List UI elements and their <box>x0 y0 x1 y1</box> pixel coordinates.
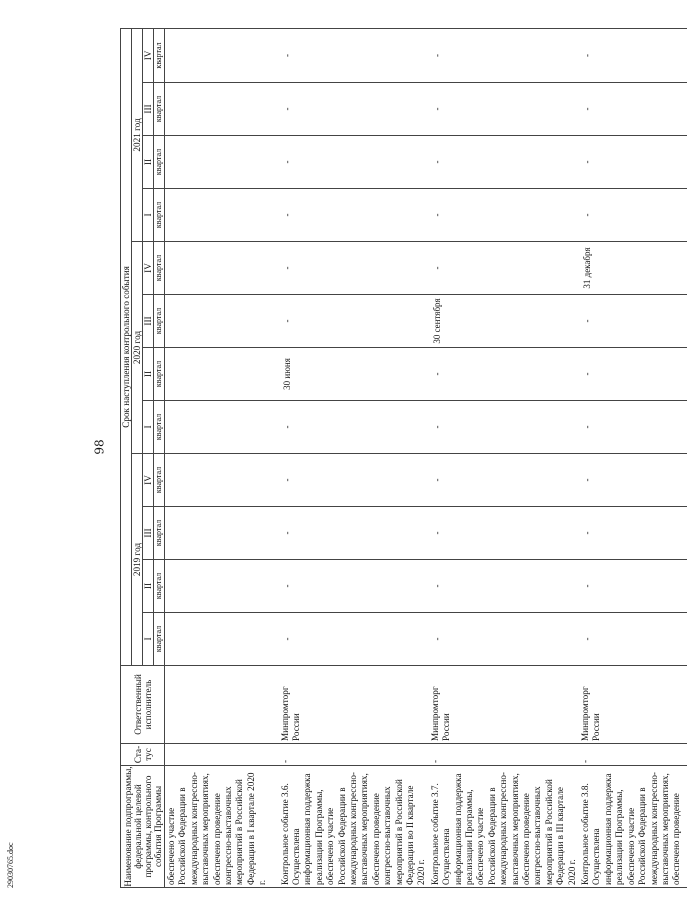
control-events-table <box>120 28 687 888</box>
table-row <box>165 28 279 887</box>
row-deadline-cell: - <box>279 560 429 613</box>
table-row <box>279 28 429 887</box>
row-deadline-cell <box>165 507 279 560</box>
row-deadline-cell: - <box>279 28 429 82</box>
header-quarter-number: IV <box>143 242 154 295</box>
row-deadline-cell: - <box>429 242 579 295</box>
header-quarter-word: квартал <box>154 560 165 613</box>
header-quarter-word: квартал <box>154 613 165 666</box>
row-deadline-cell: - <box>579 136 687 189</box>
header-deadline: Срок наступления контрольного события <box>121 28 132 665</box>
row-deadline-cell <box>165 348 279 401</box>
row-deadline-cell: - <box>429 560 579 613</box>
header-quarter-word: квартал <box>154 454 165 507</box>
row-deadline-cell: - <box>429 83 579 136</box>
page-number: 98 <box>92 439 107 455</box>
row-executor: Минпромторг России <box>279 666 429 744</box>
header-quarter-word: квартал <box>154 189 165 242</box>
row-deadline-cell: - <box>429 613 579 666</box>
row-name: Контрольное событие 3.7. Осуществлена информационная поддержка реализации Программы, обеспечено участие Российской Федерации в международных конгрессно-выставочных мероприятиях, обеспечено проведение конгрессно-выставочных мероприятий в Российской Федерации в III квартале 2020 г. <box>429 766 579 888</box>
header-quarter-word: квартал <box>154 242 165 295</box>
header-year-2021: 2021 год <box>132 28 143 241</box>
row-deadline-cell <box>165 242 279 295</box>
header-quarter-number: I <box>143 401 154 454</box>
row-deadline-cell: - <box>429 189 579 242</box>
row-status: - <box>429 744 579 766</box>
header-quarter-number: I <box>143 613 154 666</box>
header-quarter-number: II <box>143 136 154 189</box>
row-deadline-cell <box>165 189 279 242</box>
header-executor: Ответственный исполнитель <box>121 666 165 744</box>
row-deadline-cell: - <box>279 454 429 507</box>
row-deadline-cell <box>165 613 279 666</box>
row-name: обеспечено участие Российской Федерации в международных конгрессно-выставочных мероприятиях, обеспечено проведение конгрессно-выставочных мероприятий в Российской Федерации в I квартале 2020 г. <box>165 766 279 888</box>
row-deadline-cell: - <box>279 83 429 136</box>
row-deadline-cell: - <box>429 507 579 560</box>
row-deadline-cell: - <box>579 348 687 401</box>
row-deadline-cell: - <box>279 507 429 560</box>
row-status <box>165 744 279 766</box>
row-deadline-cell: - <box>579 28 687 82</box>
row-deadline-cell: - <box>579 189 687 242</box>
header-year-2019: 2019 год <box>132 454 143 666</box>
table-row <box>429 28 579 887</box>
row-deadline-cell: 30 сентября <box>429 295 579 348</box>
header-status: Ста-тус <box>121 744 165 766</box>
header-year-2020: 2020 год <box>132 242 143 454</box>
header-quarter-number: II <box>143 560 154 613</box>
footer-filename: 29030765.doc <box>6 842 15 888</box>
row-deadline-cell: - <box>279 189 429 242</box>
row-deadline-cell: - <box>279 613 429 666</box>
row-name: Контрольное событие 3.8. Осуществлена информационная поддержка реализации Программы, обеспечено участие Российской Федерации в международных конгрессно-выставочных мероприятиях, обеспечено проведение <box>579 766 687 888</box>
row-deadline-cell: - <box>579 560 687 613</box>
header-quarter-number: II <box>143 348 154 401</box>
table-body <box>165 28 687 887</box>
header-quarter-number: III <box>143 507 154 560</box>
row-deadline-cell: - <box>279 295 429 348</box>
row-deadline-cell: - <box>579 613 687 666</box>
row-deadline-cell: - <box>579 507 687 560</box>
row-deadline-cell: - <box>579 454 687 507</box>
row-deadline-cell <box>165 83 279 136</box>
header-quarter-number: III <box>143 295 154 348</box>
rotated-table-region <box>120 30 682 888</box>
header-quarter-number: I <box>143 189 154 242</box>
row-name: Контрольное событие 3.6. Осуществлена информационная поддержка реализации Программы, обеспечено участие Российской Федерации в международных конгрессно-выставочных мероприятиях, обеспечено проведение конгрессно-выставочных мероприятий в Российской Федерации во II квартале 2020 г. <box>279 766 429 888</box>
header-quarter-word: квартал <box>154 83 165 136</box>
row-status: - <box>579 744 687 766</box>
header-quarter-word: квартал <box>154 136 165 189</box>
row-deadline-cell: - <box>429 28 579 82</box>
header-quarter-word: квартал <box>154 295 165 348</box>
row-executor <box>165 666 279 744</box>
row-deadline-cell: - <box>279 136 429 189</box>
row-deadline-cell: - <box>429 136 579 189</box>
header-quarter-number: III <box>143 83 154 136</box>
header-name: Наименование подпрограммы, федеральной целевой программы, контрольного события Программы <box>122 766 163 887</box>
row-deadline-cell <box>165 28 279 82</box>
row-status: - <box>279 744 429 766</box>
row-deadline-cell: 30 июня <box>279 348 429 401</box>
row-deadline-cell <box>165 454 279 507</box>
row-deadline-cell: 31 декабря <box>579 242 687 295</box>
row-deadline-cell <box>165 401 279 454</box>
row-deadline-cell <box>165 295 279 348</box>
row-executor: Минпромторг России <box>579 666 687 744</box>
row-deadline-cell <box>165 560 279 613</box>
header-quarter-number: IV <box>143 454 154 507</box>
row-deadline-cell <box>165 136 279 189</box>
header-quarter-word: квартал <box>154 348 165 401</box>
table-row <box>579 28 687 887</box>
row-deadline-cell: - <box>429 454 579 507</box>
row-deadline-cell: - <box>429 401 579 454</box>
header-quarter-word: квартал <box>154 507 165 560</box>
row-deadline-cell: - <box>579 83 687 136</box>
header-quarter-word: квартал <box>154 28 165 82</box>
row-deadline-cell: - <box>579 295 687 348</box>
row-deadline-cell: - <box>279 242 429 295</box>
header-quarter-word: квартал <box>154 401 165 454</box>
row-deadline-cell: - <box>429 348 579 401</box>
row-deadline-cell: - <box>579 401 687 454</box>
row-executor: Минпромторг России <box>429 666 579 744</box>
header-quarter-number: IV <box>143 28 154 82</box>
row-deadline-cell: - <box>279 401 429 454</box>
